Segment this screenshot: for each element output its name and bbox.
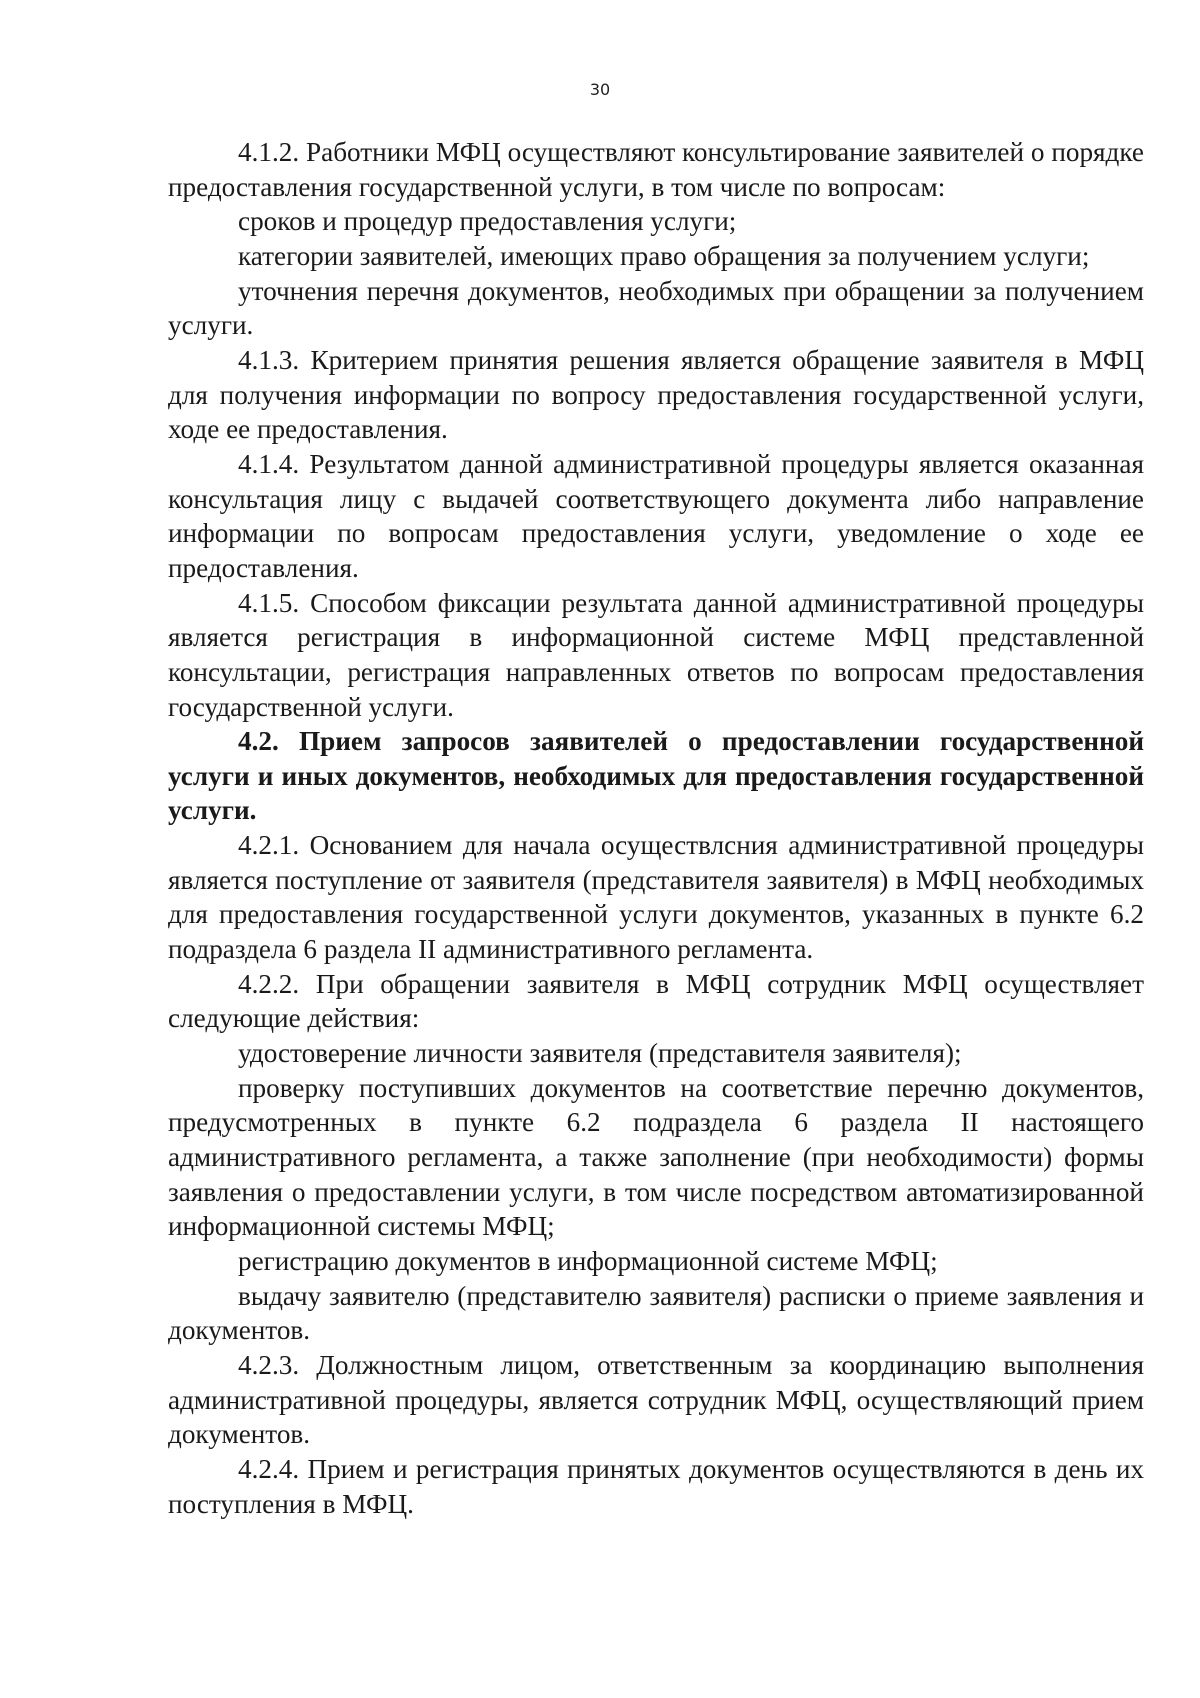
list-item-verification: проверку поступивших документов на соответствие перечню документов, предусмотренных в пункте 6.2 подраздела 6 раздела II настоящего административного регламента, а также заполнение (при необходимости) формы заявления о предоставлении услуги, в том числе посредством автоматизированной информационной системы МФЦ; [168, 1072, 1144, 1242]
list-item-terms: сроков и процедур предоставления услуги; [238, 206, 737, 237]
paragraph-4-2-2: 4.2.2. При обращении заявителя в МФЦ сотрудник МФЦ осуществляет следующие действия: [168, 968, 1144, 1034]
paragraph-4-2-4: 4.2.4. Прием и регистрация принятых документов осуществляются в день их поступления в МФЦ. [168, 1453, 1144, 1519]
paragraph-4-1-4: 4.1.4. Результатом данной административной процедуры является оказанная консультация лицу с выдачей соответствующего документа либо направление информации по вопросам предоставления услуги, уведомление о ходе ее предоставления. [168, 448, 1144, 583]
section-heading-4-2: 4.2. Прием запросов заявителей о предоставлении государственной услуги и иных документов, необходимых для предоставления государственной услуги. [168, 726, 1144, 826]
page-number: 30 [589, 80, 611, 99]
paragraph-4-2-3: 4.2.3. Должностным лицом, ответственным за координацию выполнения административной процедуры, является сотрудник МФЦ, осуществляющий прием документов. [168, 1349, 1144, 1450]
document-body [168, 135, 1144, 1521]
paragraph-4-1-5: 4.1.5. Способом фиксации результата данной административной процедуры является регистрация в информационной системе МФЦ представленной консультации, регистрация направленных ответов по вопросам предоставления государственной услуги. [168, 587, 1144, 722]
paragraph-4-1-3: 4.1.3. Критерием принятия решения является обращение заявителя в МФЦ для получения информации по вопросу предоставления государственной услуги, ходе ее предоставления. [168, 344, 1144, 445]
list-item-documents: уточнения перечня документов, необходимых при обращении за получением услуги. [168, 275, 1144, 341]
list-item-receipt: выдачу заявителю (представителю заявителя) расписки о приеме заявления и документов. [168, 1280, 1144, 1346]
list-item-identity: удостоверение личности заявителя (представителя заявителя); [238, 1038, 962, 1069]
paragraph-4-2-1: 4.2.1. Основанием для начала осуществлсния административной процедуры является поступление от заявителя (представителя заявителя) в МФЦ необходимых для предоставления государственной услуги документов, указанных в пункте 6.2 подраздела 6 раздела II административного регламента. [168, 830, 1144, 965]
list-item-registration: регистрацию документов в информационной системе МФЦ; [238, 1246, 938, 1276]
paragraph-4-1-2: 4.1.2. Работники МФЦ осуществляют консультирование заявителей о порядке предоставления государственной услуги, в том числе по вопросам: [168, 137, 1144, 202]
list-item-categories: категории заявителей, имеющих право обращения за получением услуги; [238, 240, 1090, 271]
